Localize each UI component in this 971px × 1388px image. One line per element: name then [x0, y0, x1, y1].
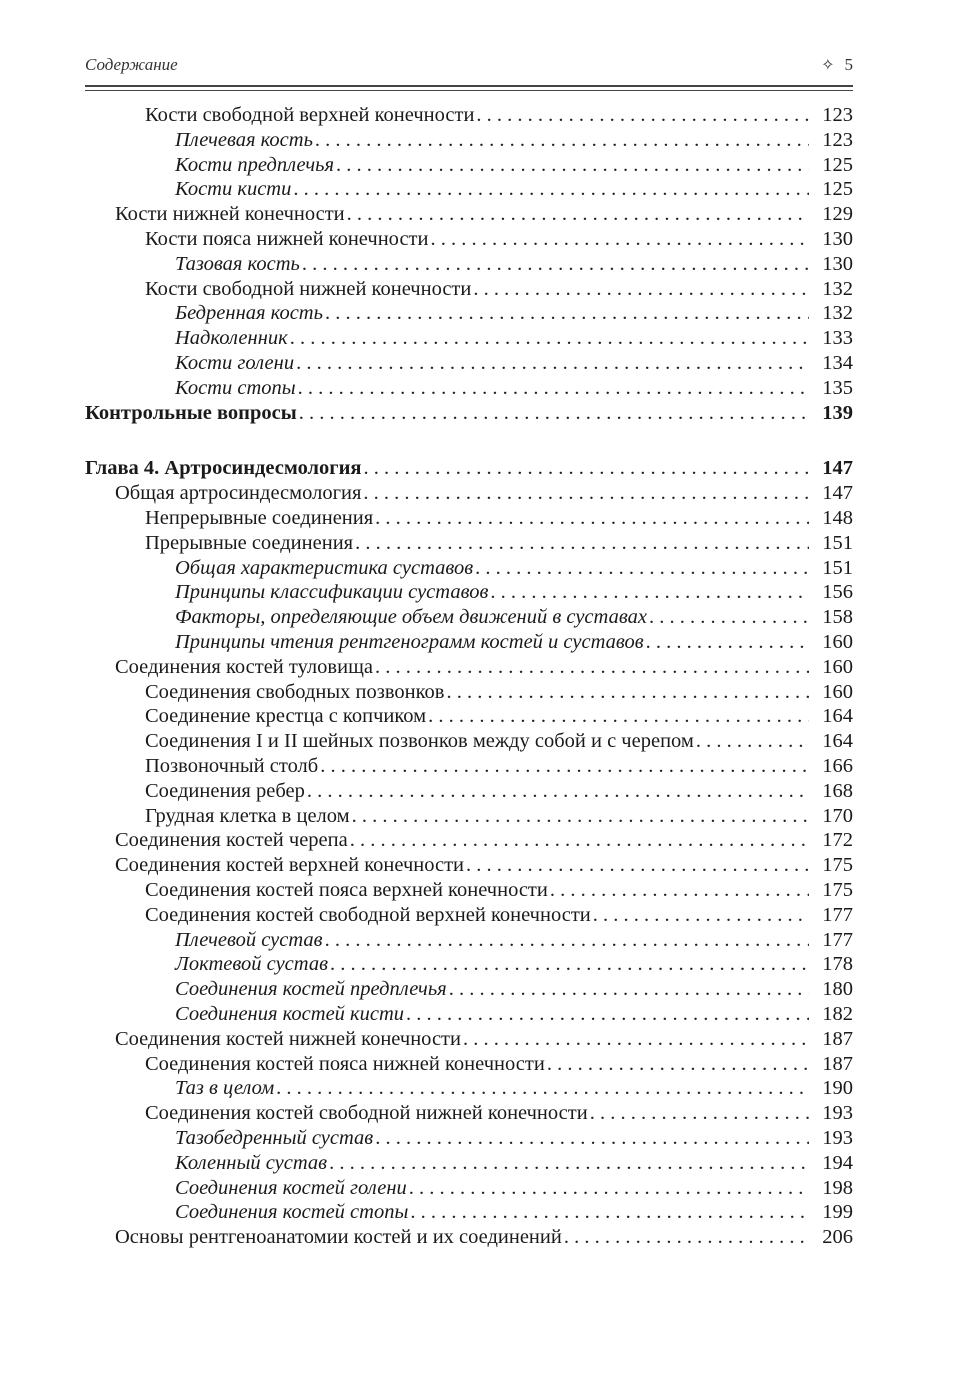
toc-entry — [115, 1026, 853, 1052]
dot-leader — [375, 505, 809, 531]
dot-leader — [547, 1051, 809, 1077]
dot-leader — [375, 1125, 809, 1151]
toc-entry — [145, 102, 853, 128]
dot-leader — [696, 728, 809, 754]
toc-entry-page: 139 — [822, 402, 853, 424]
toc-entry-page: 178 — [822, 953, 853, 975]
toc-entry-page: 147 — [822, 482, 853, 504]
toc-entry-page: 130 — [822, 253, 853, 275]
toc-entry — [145, 703, 853, 729]
toc-entry-page: 194 — [822, 1152, 853, 1174]
toc-entry-title: Тазовая кость — [175, 253, 300, 275]
toc-entry-page: 135 — [822, 377, 853, 399]
toc-entry-title: Таз в целом — [175, 1077, 275, 1099]
toc-entry-page: 147 — [822, 457, 853, 479]
toc-entry — [115, 480, 853, 506]
toc-entry-title: Кости кисти — [175, 178, 292, 200]
toc-entry-page: 125 — [822, 178, 853, 200]
dot-leader — [302, 251, 809, 277]
toc-entry — [145, 753, 853, 779]
toc-entry — [175, 251, 853, 277]
toc-entry — [175, 927, 853, 953]
toc-entry — [145, 877, 853, 903]
toc-entry — [145, 728, 853, 754]
toc-entry — [175, 976, 853, 1002]
toc-entry-title: Соединения костей пояса нижней конечности — [145, 1053, 545, 1075]
toc-entry-page: 160 — [822, 631, 853, 653]
toc-entry-page: 134 — [822, 352, 853, 374]
page-number: 5 — [844, 55, 853, 74]
toc-entry — [145, 1051, 853, 1077]
dot-leader — [550, 877, 809, 903]
toc-entry-page: 187 — [822, 1028, 853, 1050]
toc-entry-title: Соединения костей черепа — [115, 829, 348, 851]
toc-entry-page: 180 — [822, 978, 853, 1000]
toc-entry-title: Соединения костей свободной верхней конечности — [145, 904, 591, 926]
toc-entry — [175, 1001, 853, 1027]
dot-leader — [325, 927, 809, 953]
toc-entry-page: 177 — [822, 904, 853, 926]
toc-entry-page: 151 — [822, 557, 853, 579]
toc-entry — [145, 803, 853, 829]
toc-entry — [145, 530, 853, 556]
dot-leader — [315, 127, 809, 153]
toc-entry-title: Коленный сустав — [175, 1152, 328, 1174]
toc-entry-title: Надколенник — [175, 327, 288, 349]
toc-entry-page: 133 — [822, 327, 853, 349]
dot-leader — [329, 1150, 809, 1176]
toc-entry-title: Плечевая кость — [175, 129, 313, 151]
dot-leader — [649, 604, 809, 630]
toc-entry — [175, 300, 853, 326]
toc-entry — [175, 176, 853, 202]
toc-entry-page: 132 — [822, 278, 853, 300]
dot-leader — [363, 480, 809, 506]
toc-entry-page: 166 — [822, 755, 853, 777]
toc-entry-page: 175 — [822, 879, 853, 901]
toc-entry — [175, 1199, 853, 1225]
dot-leader — [375, 654, 809, 680]
toc-entry — [145, 679, 853, 705]
toc-entry — [175, 127, 853, 153]
toc-entry-title: Соединения костей стопы — [175, 1201, 409, 1223]
toc-entry-title: Тазобедренный сустав — [175, 1127, 374, 1149]
toc-entry-title: Принципы классификации суставов — [175, 581, 489, 603]
toc-entry — [115, 654, 853, 680]
toc-entry — [175, 1125, 853, 1151]
toc-entry-title: Позвоночный столб — [145, 755, 319, 777]
toc-entry-page: 177 — [822, 929, 853, 951]
toc-entry-title: Соединения свободных позвонков — [145, 681, 445, 703]
dot-leader — [406, 1001, 809, 1027]
toc-entry-title: Локтевой сустав — [175, 953, 328, 975]
dot-leader — [593, 902, 809, 928]
toc-entry-title: Соединения костей нижней конечности — [115, 1028, 461, 1050]
toc-entry-page: 130 — [822, 228, 853, 250]
toc-entry — [145, 276, 853, 302]
toc-entry-title: Соединения I и II шейных позвонков между собой и с черепом — [145, 730, 694, 752]
toc-entry-title: Кости свободной нижней конечности — [145, 278, 472, 300]
toc-entry — [145, 505, 853, 531]
toc-entry-title: Соединения костей верхней конечности — [115, 854, 465, 876]
toc-entry-page: 125 — [822, 154, 853, 176]
toc-entry — [115, 827, 853, 853]
toc-entry-page: 164 — [822, 705, 853, 727]
toc-entry-page: 170 — [822, 805, 853, 827]
header-page-number — [821, 55, 853, 75]
toc-entry-title: Соединения костей кисти — [175, 1003, 405, 1025]
toc-entry — [145, 1100, 853, 1126]
dot-leader — [446, 679, 809, 705]
toc-entry-title: Прерывные соединения — [145, 532, 354, 554]
toc-entry-page: 151 — [822, 532, 853, 554]
dot-leader — [428, 703, 809, 729]
toc-entry-title: Глава 4. Артросиндесмология — [85, 457, 362, 479]
toc-entry — [115, 1224, 853, 1250]
running-header — [85, 55, 853, 79]
dot-leader — [293, 176, 809, 202]
toc-entry-title: Контрольные вопросы — [85, 402, 297, 424]
toc-entry-page: 160 — [822, 656, 853, 678]
toc-entry-title: Факторы, определяющие объем движений в суставах — [175, 606, 647, 628]
dot-leader — [320, 753, 809, 779]
toc-entry-page: 198 — [822, 1177, 853, 1199]
toc-entry-page: 123 — [822, 129, 853, 151]
toc-entry-title: Соединения костей туловища — [115, 656, 373, 678]
toc-entry — [175, 604, 853, 630]
toc-entry — [175, 325, 853, 351]
toc-entry-title: Основы рентгеноанатомии костей и их соединений — [115, 1226, 562, 1248]
header-rule-thick — [85, 85, 853, 87]
toc-entry-page: 193 — [822, 1102, 853, 1124]
dot-leader — [449, 976, 809, 1002]
toc-entry — [145, 778, 853, 804]
dot-leader — [590, 1100, 809, 1126]
toc-entry-page: 156 — [822, 581, 853, 603]
toc-entry-page: 199 — [822, 1201, 853, 1223]
dot-leader — [364, 455, 809, 481]
toc-entry-title: Кости предплечья — [175, 154, 334, 176]
toc-entry-title: Грудная клетка в целом — [145, 805, 350, 827]
toc-entry-page: 129 — [822, 203, 853, 225]
toc-entry — [175, 1075, 853, 1101]
toc-entry — [175, 375, 853, 401]
toc-entry — [175, 579, 853, 605]
dot-leader — [430, 226, 809, 252]
toc-entry-title: Соединения ребер — [145, 780, 305, 802]
toc-entry-page: 148 — [822, 507, 853, 529]
dot-leader — [564, 1224, 809, 1250]
dot-leader — [410, 1199, 809, 1225]
toc-entry-title: Кости пояса нижней конечности — [145, 228, 429, 250]
dot-leader — [336, 152, 809, 178]
toc-entry-title: Соединение крестца с копчиком — [145, 705, 427, 727]
dot-leader — [355, 530, 809, 556]
toc-entry-title: Кости стопы — [175, 377, 296, 399]
toc-entry-title: Непрерывные соединения — [145, 507, 374, 529]
toc-entry-page: 182 — [822, 1003, 853, 1025]
toc-entry — [175, 555, 853, 581]
toc-entry-title: Соединения костей предплечья — [175, 978, 447, 1000]
dot-leader — [475, 555, 809, 581]
dot-leader — [296, 350, 809, 376]
dot-leader — [352, 803, 809, 829]
toc-entry-title: Принципы чтения рентгенограмм костей и суставов — [175, 631, 644, 653]
dot-leader — [276, 1075, 809, 1101]
toc-entry-page: 164 — [822, 730, 853, 752]
dot-leader — [350, 827, 809, 853]
toc-entry-title: Общая артросиндесмология — [115, 482, 362, 504]
toc-entry — [175, 629, 853, 655]
dot-leader — [290, 325, 809, 351]
toc-entry — [175, 1175, 853, 1201]
toc-entry-title: Бедренная кость — [175, 302, 323, 324]
toc-entry — [175, 1150, 853, 1176]
toc-entry-title: Общая характеристика суставов — [175, 557, 474, 579]
toc-entry-title: Кости голени — [175, 352, 295, 374]
toc-entry-page: 132 — [822, 302, 853, 324]
dot-leader — [490, 579, 809, 605]
toc-entry-page: 168 — [822, 780, 853, 802]
toc-entry — [115, 201, 853, 227]
toc-entry-page: 190 — [822, 1077, 853, 1099]
ornament-icon: ✧ — [821, 57, 835, 74]
toc-entry — [145, 226, 853, 252]
toc-entry-page: 193 — [822, 1127, 853, 1149]
toc-entry — [175, 951, 853, 977]
dot-leader — [325, 300, 809, 326]
toc-entry — [85, 400, 853, 426]
toc-entry-title: Соединения костей голени — [175, 1177, 407, 1199]
dot-leader — [466, 852, 809, 878]
running-title: Содержание — [85, 55, 178, 74]
toc-entry-title: Кости свободной верхней конечности — [145, 104, 475, 126]
header-rule-thin — [85, 90, 853, 91]
toc-entry-page: 187 — [822, 1053, 853, 1075]
toc-entry — [175, 350, 853, 376]
toc-entry-title: Кости нижней конечности — [115, 203, 345, 225]
toc-entry — [175, 152, 853, 178]
dot-leader — [330, 951, 809, 977]
toc-entry-page: 158 — [822, 606, 853, 628]
dot-leader — [307, 778, 809, 804]
toc-entry-page: 172 — [822, 829, 853, 851]
dot-leader — [347, 201, 809, 227]
toc-entry-title: Плечевой сустав — [175, 929, 323, 951]
toc-entry-page: 175 — [822, 854, 853, 876]
dot-leader — [646, 629, 809, 655]
toc-entry-page: 123 — [822, 104, 853, 126]
dot-leader — [473, 276, 809, 302]
toc-entry — [85, 455, 853, 481]
toc-entry-title: Соединения костей пояса верхней конечности — [145, 879, 548, 901]
dot-leader — [463, 1026, 809, 1052]
toc-entry-page: 160 — [822, 681, 853, 703]
toc-entry — [115, 852, 853, 878]
toc-entry — [145, 902, 853, 928]
toc-entry-page: 206 — [822, 1226, 853, 1248]
dot-leader — [299, 400, 809, 426]
dot-leader — [476, 102, 809, 128]
dot-leader — [298, 375, 809, 401]
toc-entry-title: Соединения костей свободной нижней конечности — [145, 1102, 588, 1124]
dot-leader — [409, 1175, 809, 1201]
